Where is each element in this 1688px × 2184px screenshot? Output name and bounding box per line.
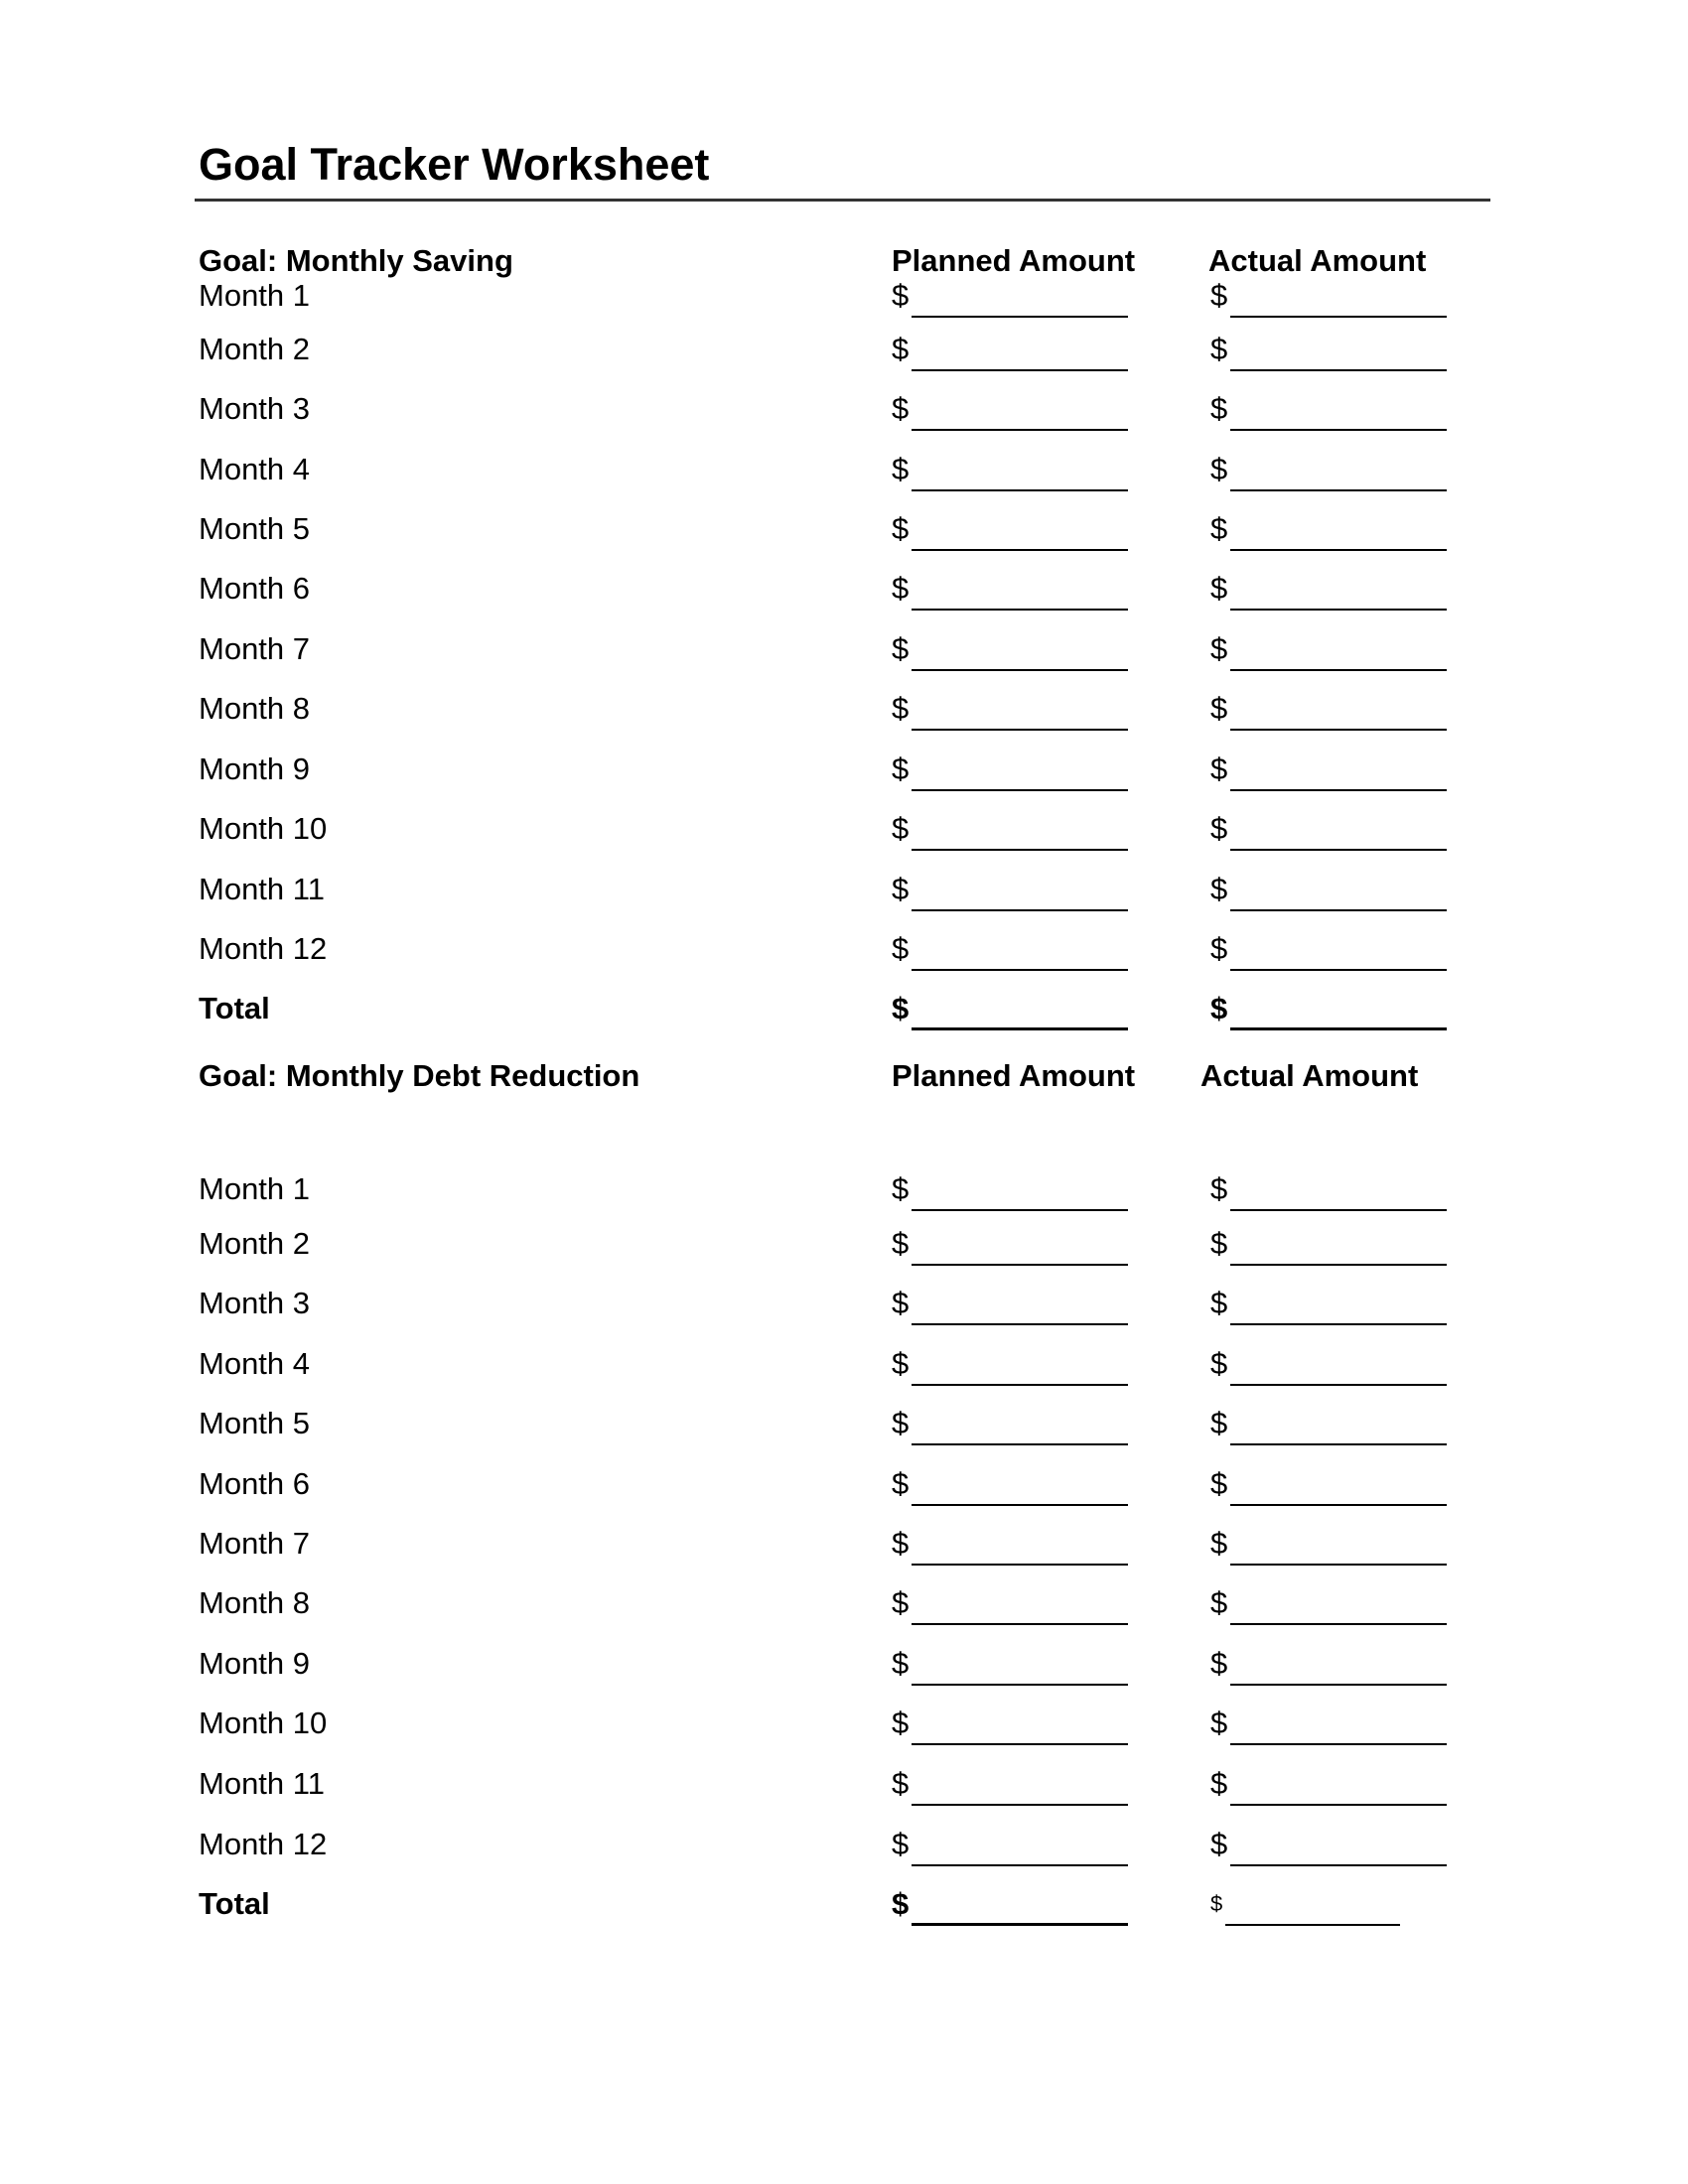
currency-symbol: $ [892, 931, 910, 966]
currency-symbol: $ [892, 1646, 910, 1681]
month-row [0, 1284, 1688, 1323]
month-label: Month 5 [199, 511, 311, 546]
month-row [0, 689, 1688, 729]
blank-line [912, 969, 1128, 971]
month-row [0, 1704, 1688, 1743]
planned-total-field[interactable] [892, 1884, 909, 1924]
blank-line [1230, 1027, 1447, 1030]
currency-symbol: $ [892, 1171, 910, 1206]
blank-line [1230, 1684, 1447, 1686]
currency-symbol: $ [892, 751, 910, 786]
month-row [0, 509, 1688, 549]
currency-symbol: $ [892, 278, 910, 313]
blank-line [1230, 669, 1447, 671]
blank-line [1230, 549, 1447, 551]
currency-symbol: $ [1210, 1171, 1228, 1206]
currency-symbol: $ [1210, 1766, 1228, 1801]
actual-amount-field[interactable] [1210, 1284, 1227, 1323]
currency-symbol: $ [892, 631, 910, 666]
planned-amount-field[interactable] [892, 1524, 909, 1564]
month-label: Month 5 [199, 1406, 311, 1440]
blank-line [1230, 609, 1447, 611]
planned-amount-field[interactable] [892, 1583, 909, 1623]
planned-amount-header: Planned Amount [892, 243, 1136, 278]
actual-amount-field[interactable] [1210, 1464, 1227, 1504]
currency-symbol: $ [1210, 571, 1228, 606]
actual-amount-field[interactable] [1210, 1644, 1227, 1684]
currency-symbol: $ [892, 1466, 910, 1501]
month-label: Month 9 [199, 751, 311, 786]
planned-amount-field[interactable] [892, 1224, 909, 1264]
blank-line [912, 1743, 1128, 1745]
month-label: Month 12 [199, 931, 328, 966]
currency-symbol: $ [1210, 1827, 1228, 1861]
currency-symbol: $ [1210, 1226, 1228, 1261]
month-row [0, 1583, 1688, 1623]
currency-symbol: $ [1210, 452, 1228, 486]
planned-amount-field[interactable] [892, 276, 909, 316]
currency-symbol: $ [892, 1706, 910, 1740]
blank-line [1230, 1623, 1447, 1625]
planned-amount-field[interactable] [892, 450, 909, 489]
month-row [0, 1404, 1688, 1443]
month-row [0, 1825, 1688, 1864]
actual-amount-field[interactable] [1210, 1344, 1227, 1384]
planned-amount-field[interactable] [892, 1825, 909, 1864]
blank-line [1230, 1864, 1447, 1866]
currency-symbol: $ [1210, 1526, 1228, 1561]
total-label: Total [199, 991, 270, 1025]
currency-symbol: $ [892, 691, 910, 726]
blank-line [1225, 1924, 1400, 1926]
actual-amount-field[interactable] [1210, 1224, 1227, 1264]
currency-symbol: $ [1210, 1406, 1228, 1440]
blank-line [912, 429, 1128, 431]
month-row [0, 1169, 1688, 1209]
currency-symbol: $ [892, 1766, 910, 1801]
title-divider [195, 199, 1490, 202]
actual-amount-field[interactable] [1210, 689, 1227, 729]
currency-symbol: $ [892, 811, 910, 846]
blank-line [912, 1209, 1128, 1211]
planned-amount-field[interactable] [892, 809, 909, 849]
currency-symbol: $ [892, 872, 910, 906]
planned-amount-field[interactable] [892, 1644, 909, 1684]
blank-line [1230, 909, 1447, 911]
blank-line [912, 909, 1128, 911]
blank-line [912, 1564, 1128, 1566]
blank-line [1230, 1323, 1447, 1325]
planned-amount-field[interactable] [892, 569, 909, 609]
actual-amount-field[interactable] [1210, 1704, 1227, 1743]
month-row [0, 870, 1688, 909]
blank-line [912, 316, 1128, 318]
month-label: Month 1 [199, 278, 311, 313]
currency-symbol: $ [1210, 1466, 1228, 1501]
actual-amount-field[interactable] [1210, 276, 1227, 316]
month-row [0, 569, 1688, 609]
planned-amount-header: Planned Amount [892, 1058, 1136, 1093]
currency-symbol: $ [892, 1886, 910, 1921]
currency-symbol: $ [892, 1585, 910, 1620]
total-row [0, 989, 1688, 1028]
planned-amount-field[interactable] [892, 1344, 909, 1384]
currency-symbol: $ [892, 391, 910, 426]
month-row [0, 330, 1688, 369]
month-label: Month 7 [199, 631, 311, 666]
total-label: Total [199, 1886, 270, 1921]
blank-line [912, 369, 1128, 371]
planned-amount-field[interactable] [892, 1464, 909, 1504]
month-row [0, 1224, 1688, 1264]
currency-symbol: $ [1210, 931, 1228, 966]
blank-line [912, 1323, 1128, 1325]
planned-amount-field[interactable] [892, 330, 909, 369]
actual-amount-field[interactable] [1210, 569, 1227, 609]
currency-symbol: $ [892, 332, 910, 366]
currency-symbol: $ [892, 1827, 910, 1861]
month-row [0, 1644, 1688, 1684]
actual-total-field[interactable] [1210, 1884, 1222, 1924]
blank-line [912, 1443, 1128, 1445]
actual-amount-field[interactable] [1210, 389, 1227, 429]
currency-symbol: $ [892, 1286, 910, 1320]
blank-line [912, 1384, 1128, 1386]
planned-total-field[interactable] [892, 989, 909, 1028]
currency-symbol: $ [1210, 332, 1228, 366]
actual-amount-field[interactable] [1210, 750, 1227, 789]
month-label: Month 6 [199, 1466, 311, 1501]
actual-amount-field[interactable] [1210, 629, 1227, 669]
currency-symbol: $ [1210, 391, 1228, 426]
actual-amount-field[interactable] [1210, 929, 1227, 969]
planned-amount-field[interactable] [892, 629, 909, 669]
actual-amount-field[interactable] [1210, 1169, 1227, 1209]
currency-symbol: $ [1210, 631, 1228, 666]
currency-symbol: $ [1210, 691, 1228, 726]
actual-amount-field[interactable] [1210, 1404, 1227, 1443]
blank-line [912, 669, 1128, 671]
blank-line [1230, 1384, 1447, 1386]
month-row [0, 750, 1688, 789]
month-label: Month 8 [199, 1585, 311, 1620]
section-header [0, 241, 1688, 281]
currency-symbol: $ [1210, 278, 1228, 313]
currency-symbol: $ [892, 1526, 910, 1561]
planned-amount-field[interactable] [892, 389, 909, 429]
month-row [0, 1524, 1688, 1564]
month-label: Month 10 [199, 811, 328, 846]
month-row [0, 809, 1688, 849]
month-label: Month 10 [199, 1706, 328, 1740]
planned-amount-field[interactable] [892, 929, 909, 969]
planned-amount-field[interactable] [892, 750, 909, 789]
blank-line [1230, 1804, 1447, 1806]
blank-line [912, 789, 1128, 791]
actual-amount-field[interactable] [1210, 509, 1227, 549]
blank-line [1230, 489, 1447, 491]
actual-amount-field[interactable] [1210, 809, 1227, 849]
month-row [0, 389, 1688, 429]
blank-line [912, 1027, 1128, 1030]
currency-symbol: $ [1210, 811, 1228, 846]
currency-symbol: $ [1210, 1286, 1228, 1320]
blank-line [912, 489, 1128, 491]
actual-amount-field[interactable] [1210, 1764, 1227, 1804]
currency-symbol: $ [1210, 1346, 1228, 1381]
blank-line [912, 1623, 1128, 1625]
month-row [0, 1344, 1688, 1384]
currency-symbol: $ [892, 452, 910, 486]
actual-amount-field[interactable] [1210, 330, 1227, 369]
currency-symbol: $ [1210, 872, 1228, 906]
blank-line [1230, 1264, 1447, 1266]
page-title: Goal Tracker Worksheet [199, 139, 710, 190]
planned-amount-field[interactable] [892, 870, 909, 909]
blank-line [1230, 729, 1447, 731]
month-label: Month 2 [199, 332, 311, 366]
month-row [0, 450, 1688, 489]
month-label: Month 4 [199, 452, 311, 486]
section-header [0, 1056, 1688, 1096]
actual-amount-field[interactable] [1210, 1524, 1227, 1564]
blank-line [912, 849, 1128, 851]
planned-amount-field[interactable] [892, 1704, 909, 1743]
goal-title: Goal: Monthly Saving [199, 243, 513, 278]
currency-symbol: $ [892, 991, 910, 1025]
blank-line [912, 1804, 1128, 1806]
blank-line [1230, 849, 1447, 851]
currency-symbol: $ [1210, 1706, 1228, 1740]
month-label: Month 2 [199, 1226, 311, 1261]
currency-symbol: $ [1210, 991, 1228, 1025]
total-row [0, 1884, 1688, 1924]
currency-symbol: $ [1210, 751, 1228, 786]
month-label: Month 7 [199, 1526, 311, 1561]
blank-line [1230, 1564, 1447, 1566]
actual-amount-header: Actual Amount [1208, 243, 1427, 278]
actual-amount-field[interactable] [1210, 1825, 1227, 1864]
month-row [0, 1464, 1688, 1504]
month-row [0, 629, 1688, 669]
blank-line [1230, 429, 1447, 431]
blank-line [1230, 789, 1447, 791]
month-label: Month 3 [199, 1286, 311, 1320]
blank-line [912, 1684, 1128, 1686]
month-label: Month 12 [199, 1827, 328, 1861]
blank-line [1230, 1209, 1447, 1211]
month-label: Month 8 [199, 691, 311, 726]
currency-symbol: $ [1210, 1646, 1228, 1681]
blank-line [1230, 1743, 1447, 1745]
planned-amount-field[interactable] [892, 1404, 909, 1443]
blank-line [1230, 1443, 1447, 1445]
month-label: Month 3 [199, 391, 311, 426]
actual-amount-field[interactable] [1210, 1583, 1227, 1623]
currency-symbol: $ [892, 1406, 910, 1440]
planned-amount-field[interactable] [892, 1764, 909, 1804]
goal-title: Goal: Monthly Debt Reduction [199, 1058, 640, 1093]
currency-symbol: $ [892, 1346, 910, 1381]
month-label: Month 11 [199, 872, 325, 906]
month-label: Month 9 [199, 1646, 311, 1681]
actual-amount-field[interactable] [1210, 450, 1227, 489]
month-label: Month 4 [199, 1346, 311, 1381]
planned-amount-field[interactable] [892, 1169, 909, 1209]
planned-amount-field[interactable] [892, 689, 909, 729]
blank-line [912, 729, 1128, 731]
blank-line [1230, 969, 1447, 971]
month-row [0, 276, 1688, 316]
blank-line [1230, 316, 1447, 318]
month-label: Month 1 [199, 1171, 311, 1206]
actual-amount-field[interactable] [1210, 870, 1227, 909]
blank-line [912, 1264, 1128, 1266]
planned-amount-field[interactable] [892, 509, 909, 549]
planned-amount-field[interactable] [892, 1284, 909, 1323]
blank-line [1230, 1504, 1447, 1506]
currency-symbol: $ [1210, 1585, 1228, 1620]
month-row [0, 1764, 1688, 1804]
blank-line [912, 609, 1128, 611]
currency-symbol: $ [892, 1226, 910, 1261]
currency-symbol: $ [892, 571, 910, 606]
month-row [0, 929, 1688, 969]
month-label: Month 11 [199, 1766, 325, 1801]
month-label: Month 6 [199, 571, 311, 606]
blank-line [912, 549, 1128, 551]
currency-symbol: $ [1210, 1891, 1223, 1916]
currency-symbol: $ [892, 511, 910, 546]
blank-line [912, 1864, 1128, 1866]
actual-total-field[interactable] [1210, 989, 1227, 1028]
blank-line [912, 1504, 1128, 1506]
actual-amount-header: Actual Amount [1200, 1058, 1419, 1093]
blank-line [912, 1923, 1128, 1926]
currency-symbol: $ [1210, 511, 1228, 546]
blank-line [1230, 369, 1447, 371]
